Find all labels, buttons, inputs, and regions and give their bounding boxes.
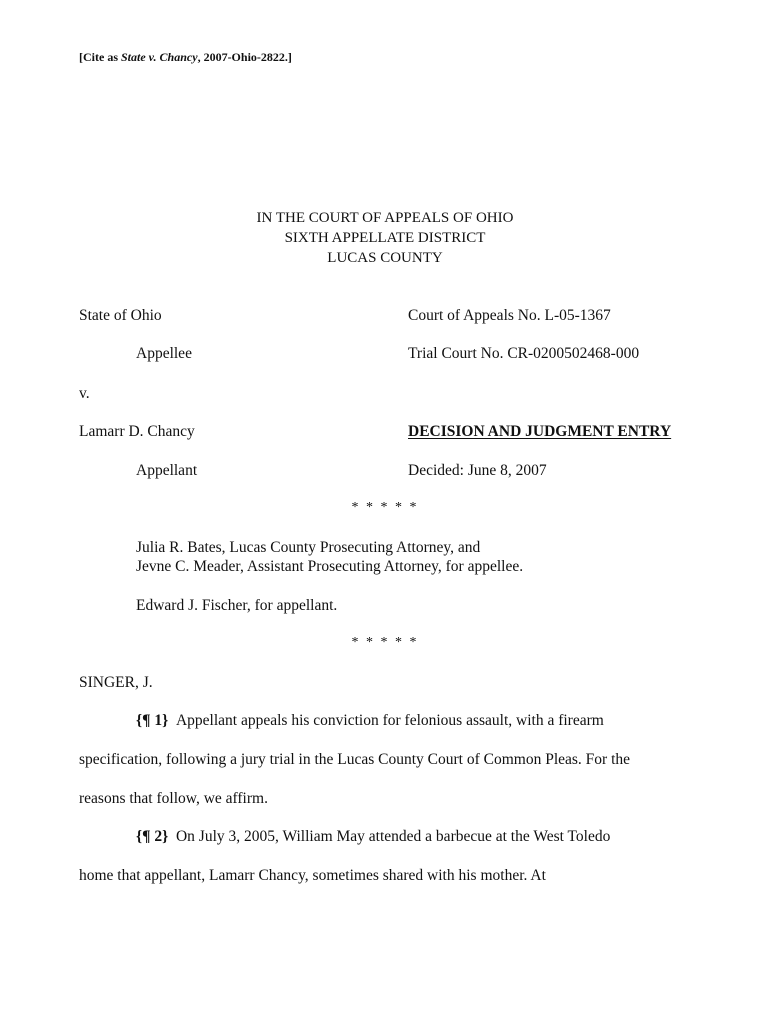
versus: v. [79, 385, 90, 402]
separator-top: * * * * * [351, 500, 419, 515]
judge-name: SINGER, J. [79, 674, 153, 691]
counsel-appellee-line1: Julia R. Bates, Lucas County Prosecuting Attorney, and [136, 539, 481, 556]
party-appellant-name: Lamarr D. Chancy [79, 423, 195, 440]
district-name: SIXTH APPELLATE DISTRICT [284, 230, 486, 246]
trial-case-number: Trial Court No. CR-0200502468-000 [408, 345, 640, 362]
separator-bottom: * * * * * [351, 635, 419, 650]
party-appellee-role: Appellee [136, 345, 192, 362]
paragraph-1-text: Appellant appeals his conviction for felonious assault, with a firearm [175, 712, 604, 729]
paragraph-2-number: {¶ 2} [136, 828, 169, 845]
paragraph-2-first-line [136, 828, 610, 846]
counsel-appellant: Edward J. Fischer, for appellant. [136, 597, 338, 614]
citation-case-name: State v. Chancy [121, 50, 198, 64]
counsel-appellee-line2: Jevne C. Meader, Assistant Prosecuting Attorney, for appellee. [136, 558, 524, 575]
paragraph-2-text: On July 3, 2005, William May attended a barbecue at the West Toledo [175, 828, 611, 845]
party-appellant-role: Appellant [136, 462, 198, 479]
paragraph-2-line2: home that appellant, Lamarr Chancy, sometimes shared with his mother. At [79, 867, 546, 884]
citation-prefix: [Cite as [79, 50, 121, 64]
paragraph-1-line2: specification, following a jury trial in the Lucas County Court of Common Pleas. For the [79, 751, 631, 768]
citation-suffix: , 2007-Ohio-2822.] [197, 50, 292, 64]
court-name: IN THE COURT OF APPEALS OF OHIO [256, 210, 514, 226]
paragraph-1-number: {¶ 1} [136, 712, 169, 729]
county-name: LUCAS COUNTY [327, 250, 443, 266]
paragraph-1-line3: reasons that follow, we affirm. [79, 790, 268, 807]
citation [79, 50, 292, 65]
party-appellee-name: State of Ohio [79, 307, 162, 324]
appeals-case-number: Court of Appeals No. L-05-1367 [408, 307, 611, 324]
paragraph-1-first-line [136, 712, 604, 730]
decision-title: DECISION AND JUDGMENT ENTRY [408, 423, 672, 440]
decision-date: Decided: June 8, 2007 [408, 462, 547, 479]
